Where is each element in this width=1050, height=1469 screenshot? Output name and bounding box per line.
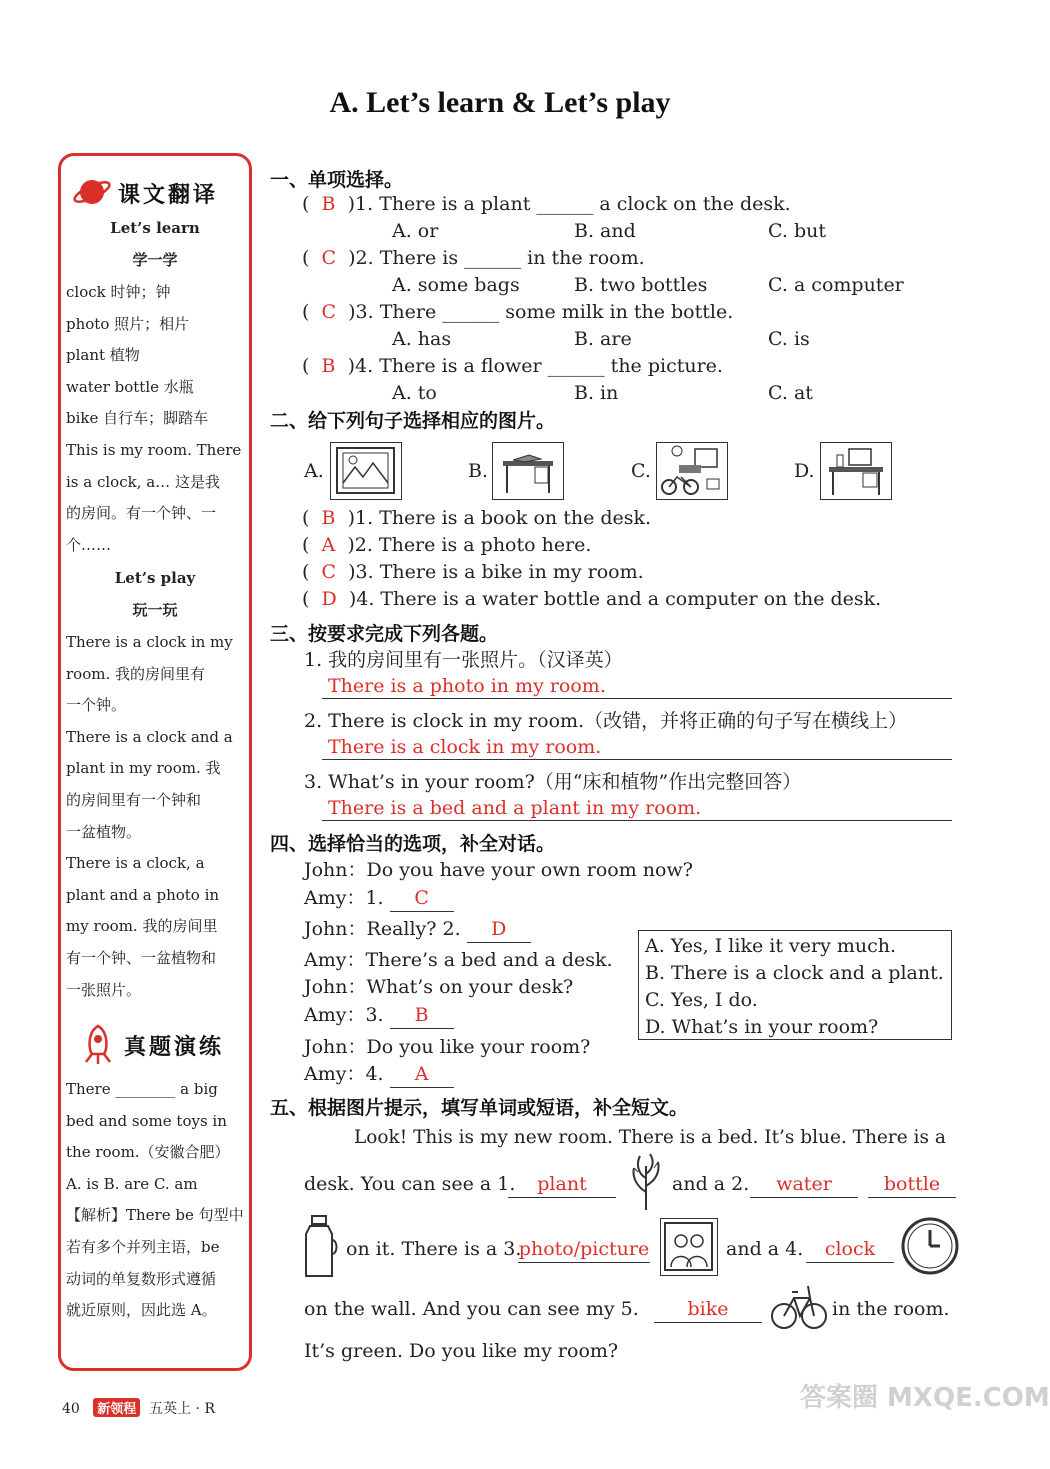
question-text: )2. There is a photo here. bbox=[347, 534, 592, 556]
fill-blank-2a: water bbox=[750, 1171, 858, 1198]
picture-label-b: B. bbox=[468, 460, 489, 482]
passage-line: and a 4. bbox=[726, 1238, 804, 1260]
sidebar-line: bed and some toys in bbox=[66, 1111, 227, 1130]
question-1-2: ( C )2. There is ______ in the room. bbox=[302, 247, 645, 269]
option-item: D. What’s in your room? bbox=[645, 1016, 879, 1038]
sidebar-line: 有一个钟、一盆植物和 bbox=[66, 948, 217, 967]
section-2-heading: 二、给下列句子选择相应的图片。 bbox=[270, 410, 556, 432]
fill-blank-3: photo/picture bbox=[518, 1236, 650, 1263]
sidebar-line: There is a clock and a bbox=[66, 727, 233, 746]
sidebar-subheading-cn: 学一学 bbox=[132, 251, 178, 269]
photo-frame-icon bbox=[660, 1218, 718, 1276]
sidebar-line: 个…… bbox=[66, 535, 112, 554]
option-a: A. some bags bbox=[392, 274, 520, 296]
sidebar-line: water bottle 水瓶 bbox=[66, 377, 194, 396]
option-item: C. Yes, I do. bbox=[645, 989, 758, 1011]
task-question-2: 2. There is clock in my room.（改错，并将正确的句子写在横线上） bbox=[304, 710, 908, 732]
sidebar-practice-text bbox=[66, 1074, 246, 1327]
option-c: C. but bbox=[768, 220, 826, 242]
book-label: 五英上 · R bbox=[149, 1401, 216, 1417]
sidebar-line: my room. 我的房间里 bbox=[66, 917, 218, 936]
option-item: A. Yes, I like it very much. bbox=[645, 935, 897, 957]
answer: A bbox=[321, 534, 336, 556]
answer: C bbox=[321, 247, 337, 269]
dialogue-text: Amy：3. bbox=[304, 1004, 384, 1026]
passage-line: on the wall. And you can see my 5. bbox=[304, 1298, 639, 1320]
sidebar-line: 一个钟。 bbox=[66, 696, 127, 715]
task-question-3: 3. What’s in your room?（用“床和植物”作出完整回答） bbox=[304, 771, 802, 793]
sidebar-heading-practice: 真题演练 bbox=[124, 1034, 225, 1060]
option-a: A. to bbox=[392, 382, 437, 404]
question-text: )1. There is a plant ______ a clock on the desk. bbox=[347, 193, 791, 215]
sidebar-subheading: Let’s play bbox=[114, 569, 196, 587]
answer: D bbox=[321, 588, 337, 610]
answer-line-2: There is a clock in my room. bbox=[322, 734, 952, 760]
bike-icon bbox=[770, 1280, 828, 1336]
match-question-2: ( A )2. There is a photo here. bbox=[302, 534, 592, 556]
sidebar-line: plant in my room. 我 bbox=[66, 759, 221, 778]
option-c: C. a computer bbox=[768, 274, 904, 296]
framed-photo-image bbox=[330, 442, 402, 500]
options-box bbox=[638, 930, 952, 1040]
dialogue-answer-4: A bbox=[390, 1061, 454, 1088]
dialogue-text: Amy：4. bbox=[304, 1063, 384, 1085]
option-b: B. two bottles bbox=[574, 274, 708, 296]
passage-line: and a 2. bbox=[672, 1173, 750, 1195]
sidebar-line: There is a clock in my bbox=[66, 633, 233, 651]
footer bbox=[62, 1398, 215, 1418]
desk-with-computer-image bbox=[820, 442, 892, 500]
sidebar-line: 【解析】There be 句型中 bbox=[66, 1206, 244, 1225]
fill-blank-2b: bottle bbox=[868, 1171, 956, 1198]
sidebar-line: This is my room. There bbox=[66, 440, 242, 459]
picture-label-c: C. bbox=[631, 460, 651, 482]
sidebar-line: 一盆植物。 bbox=[66, 822, 142, 841]
question-1-1: ( B )1. There is a plant ______ a clock on the desk. bbox=[302, 193, 791, 215]
dialogue-answer-2: D bbox=[467, 916, 531, 943]
page-number: 40 bbox=[62, 1401, 80, 1417]
option-c: C. at bbox=[768, 382, 813, 404]
section-4-heading: 四、选择恰当的选项，补全对话。 bbox=[270, 833, 556, 855]
option-item: B. There is a clock and a plant. bbox=[645, 962, 944, 984]
answer: B bbox=[321, 193, 336, 215]
task-question-1: 1. 我的房间里有一张照片。（汉译英） bbox=[304, 649, 623, 671]
picture-label-a: A. bbox=[304, 460, 324, 482]
question-1-3: ( C )3. There ______ some milk in the bottle. bbox=[302, 301, 734, 323]
sidebar-line: photo 照片；相片 bbox=[66, 314, 190, 333]
sidebar-heading: 课文翻译 bbox=[118, 182, 219, 208]
question-1-4: ( B )4. There is a flower ______ the picture. bbox=[302, 355, 723, 377]
watermark: 答案圈 MXQE.COM bbox=[800, 1383, 1050, 1413]
desk-with-book-image bbox=[492, 442, 564, 500]
sidebar-line: the room.（安徽合肥） bbox=[66, 1143, 230, 1162]
match-question-1: ( B )1. There is a book on the desk. bbox=[302, 507, 652, 529]
sidebar-line: bike 自行车；脚踏车 bbox=[66, 409, 209, 428]
plant-icon bbox=[624, 1152, 668, 1216]
answer-line-3: There is a bed and a plant in my room. bbox=[322, 795, 952, 821]
dialogue-line bbox=[304, 1002, 454, 1029]
sidebar-vocab-list bbox=[66, 277, 246, 561]
dialogue-answer-1: C bbox=[390, 885, 454, 912]
sidebar-line: room. 我的房间里有 bbox=[66, 664, 205, 683]
water-bottle-icon bbox=[302, 1214, 338, 1284]
section-1-heading: 一、单项选择。 bbox=[270, 169, 404, 191]
passage-line: on it. There is a 3. bbox=[346, 1238, 522, 1260]
clock-icon bbox=[900, 1216, 960, 1280]
sidebar-line: 的房间里有一个钟和 bbox=[66, 790, 202, 809]
room-with-bike-image bbox=[656, 442, 728, 500]
dialogue-line: John：Do you have your own room now? bbox=[304, 859, 693, 881]
sidebar-line: 若有多个并列主语，be bbox=[66, 1237, 220, 1256]
sidebar-line: 动词的单复数形式遵循 bbox=[66, 1269, 217, 1288]
sidebar-subheading-cn: 玩一玩 bbox=[132, 601, 178, 619]
passage-line: Look! This is my new room. There is a bed. It’s blue. There is a bbox=[354, 1127, 946, 1148]
sidebar-line: There is a clock, a bbox=[66, 854, 205, 873]
sidebar-line: clock 时钟；钟 bbox=[66, 283, 171, 301]
sidebar-play-text bbox=[66, 627, 246, 1006]
planet-icon bbox=[72, 172, 112, 216]
option-c: C. is bbox=[768, 328, 810, 350]
picture-label-d: D. bbox=[794, 460, 815, 482]
option-b: B. in bbox=[574, 382, 619, 404]
section-5-heading: 五、根据图片提示，填写单词或短语，补全短文。 bbox=[270, 1097, 689, 1119]
sidebar-line: 一张照片。 bbox=[66, 980, 142, 999]
passage-line: in the room. bbox=[832, 1298, 950, 1320]
dialogue-text: John：Really? 2. bbox=[304, 918, 461, 940]
answer: C bbox=[321, 561, 337, 583]
fill-blank-4: clock bbox=[806, 1236, 894, 1263]
fill-blank-1: plant bbox=[508, 1171, 616, 1198]
question-text: )3. There is a bike in my room. bbox=[348, 561, 644, 583]
answer: B bbox=[321, 355, 336, 377]
passage-line: It’s green. Do you like my room? bbox=[304, 1340, 619, 1362]
brand-logo: 新领程 bbox=[93, 1398, 140, 1417]
answer: B bbox=[321, 507, 336, 529]
sidebar-line: A. is B. are C. am bbox=[66, 1174, 198, 1193]
sidebar-line: 的房间。有一个钟、一 bbox=[66, 504, 217, 523]
page-title: A. Let’s learn & Let’s play bbox=[329, 86, 671, 119]
answer: C bbox=[321, 301, 337, 323]
option-a: A. or bbox=[392, 220, 439, 242]
section-3-heading: 三、按要求完成下列各题。 bbox=[270, 623, 499, 645]
dialogue-text: Amy：1. bbox=[304, 887, 384, 909]
question-text: )3. There ______ some milk in the bottle. bbox=[348, 301, 734, 323]
dialogue-line bbox=[304, 885, 454, 912]
sidebar-line: There ________ a big bbox=[66, 1080, 218, 1098]
dialogue-line: John：What’s on your desk? bbox=[304, 976, 574, 998]
option-b: B. and bbox=[574, 220, 636, 242]
dialogue-line: John：Do you like your room? bbox=[304, 1036, 591, 1058]
sidebar-line: plant 植物 bbox=[66, 346, 140, 365]
passage-line: desk. You can see a 1. bbox=[304, 1173, 516, 1195]
fill-blank-5: bike bbox=[654, 1296, 762, 1323]
match-question-3: ( C )3. There is a bike in my room. bbox=[302, 561, 644, 583]
rocket-icon bbox=[78, 1022, 118, 1070]
option-a: A. has bbox=[392, 328, 452, 350]
sidebar-line: 就近原则，因此选 A。 bbox=[66, 1301, 217, 1320]
dialogue-answer-3: B bbox=[390, 1002, 454, 1029]
dialogue-line bbox=[304, 916, 531, 943]
match-question-4: ( D )4. There is a water bottle and a computer on the desk. bbox=[302, 588, 882, 610]
answer-line-1: There is a photo in my room. bbox=[322, 673, 952, 699]
sidebar-subheading: Let’s learn bbox=[110, 219, 200, 237]
question-text: )4. There is a water bottle and a computer on the desk. bbox=[348, 588, 882, 610]
question-text: )4. There is a flower ______ the picture. bbox=[347, 355, 723, 377]
question-text: )2. There is ______ in the room. bbox=[348, 247, 645, 269]
dialogue-line bbox=[304, 1061, 454, 1088]
question-text: )1. There is a book on the desk. bbox=[347, 507, 652, 529]
option-b: B. are bbox=[574, 328, 632, 350]
sidebar-line: plant and a photo in bbox=[66, 885, 220, 904]
sidebar-line: is a clock, a… 这是我 bbox=[66, 472, 220, 491]
dialogue-line: Amy：There’s a bed and a desk. bbox=[304, 949, 613, 971]
